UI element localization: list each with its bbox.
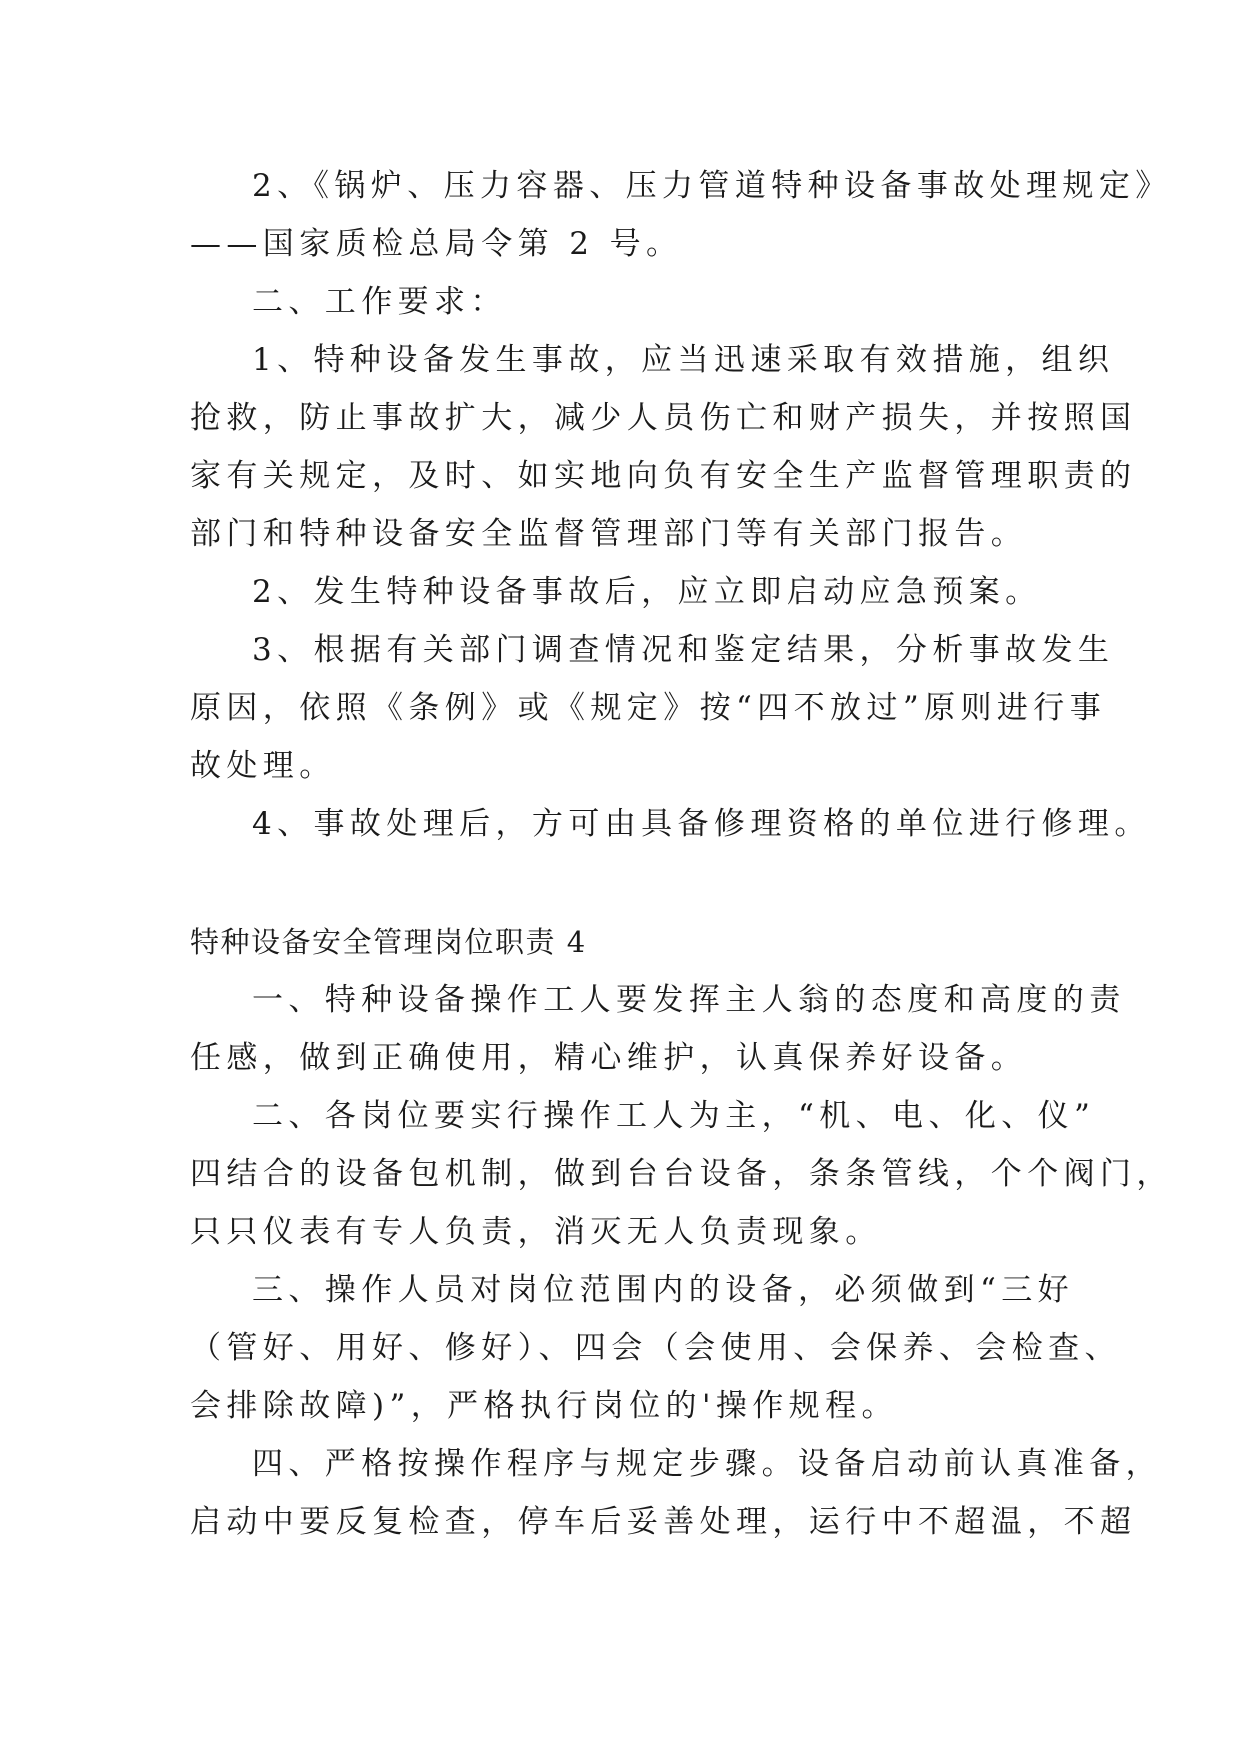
- paragraph-line: 四结合的设备包机制，做到台台设备，条条管线，个个阀门，: [190, 1156, 1173, 1192]
- paragraph-line: 二、各岗位要实行操作工人为主，“机、电、化、仪”: [252, 1098, 1096, 1134]
- paragraph-line: 原因，依照《条例》或《规定》按“四不放过”原则进行事: [190, 690, 1107, 726]
- paragraph-line: 会排除故障)”，严格执行岗位的'操作规程。: [190, 1388, 898, 1424]
- paragraph-line: 任感，做到正确使用，精心维护，认真保养好设备。: [190, 1040, 1028, 1076]
- paragraph-line: 2、发生特种设备事故后，应立即启动应急预案。: [252, 574, 1042, 610]
- paragraph-line: 家有关规定，及时、如实地向负有安全生产监督管理职责的: [190, 458, 1137, 494]
- paragraph-line: 1、特种设备发生事故，应当迅速采取有效措施，组织: [252, 342, 1115, 378]
- paragraph-line: 四、严格按操作程序与规定步骤。设备启动前认真准备，: [252, 1446, 1162, 1482]
- paragraph-line: 只只仪表有专人负责，消灭无人负责现象。: [190, 1214, 882, 1250]
- paragraph-line: 2、《锅炉、压力容器、压力管道特种设备事故处理规定》: [252, 168, 1172, 204]
- paragraph-line: 3、根据有关部门调查情况和鉴定结果，分析事故发生: [252, 632, 1115, 668]
- paragraph-line: 故处理。: [190, 748, 336, 784]
- paragraph-line: 启动中要反复检查，停车后妥善处理，运行中不超温，不超: [190, 1504, 1137, 1540]
- section-heading: 特种设备安全管理岗位职责 4: [190, 925, 587, 959]
- paragraph-line: 抢救，防止事故扩大，减少人员伤亡和财产损失，并按照国: [190, 400, 1137, 436]
- paragraph-line: （管好、用好、修好）、四会（会使用、会保养、会检查、: [190, 1330, 1121, 1366]
- section-subheading: 二、工作要求：: [252, 284, 507, 320]
- paragraph-line: 4、事故处理后，方可由具备修理资格的单位进行修理。: [252, 806, 1151, 842]
- paragraph-line: 三、操作人员对岗位范围内的设备，必须做到“三好: [252, 1272, 1075, 1308]
- paragraph-line: 部门和特种设备安全监督管理部门等有关部门报告。: [190, 516, 1028, 552]
- paragraph-line: 一、特种设备操作工人要发挥主人翁的态度和高度的责: [252, 982, 1126, 1018]
- paragraph-line: ——国家质检总局令第 2 号。: [190, 226, 683, 262]
